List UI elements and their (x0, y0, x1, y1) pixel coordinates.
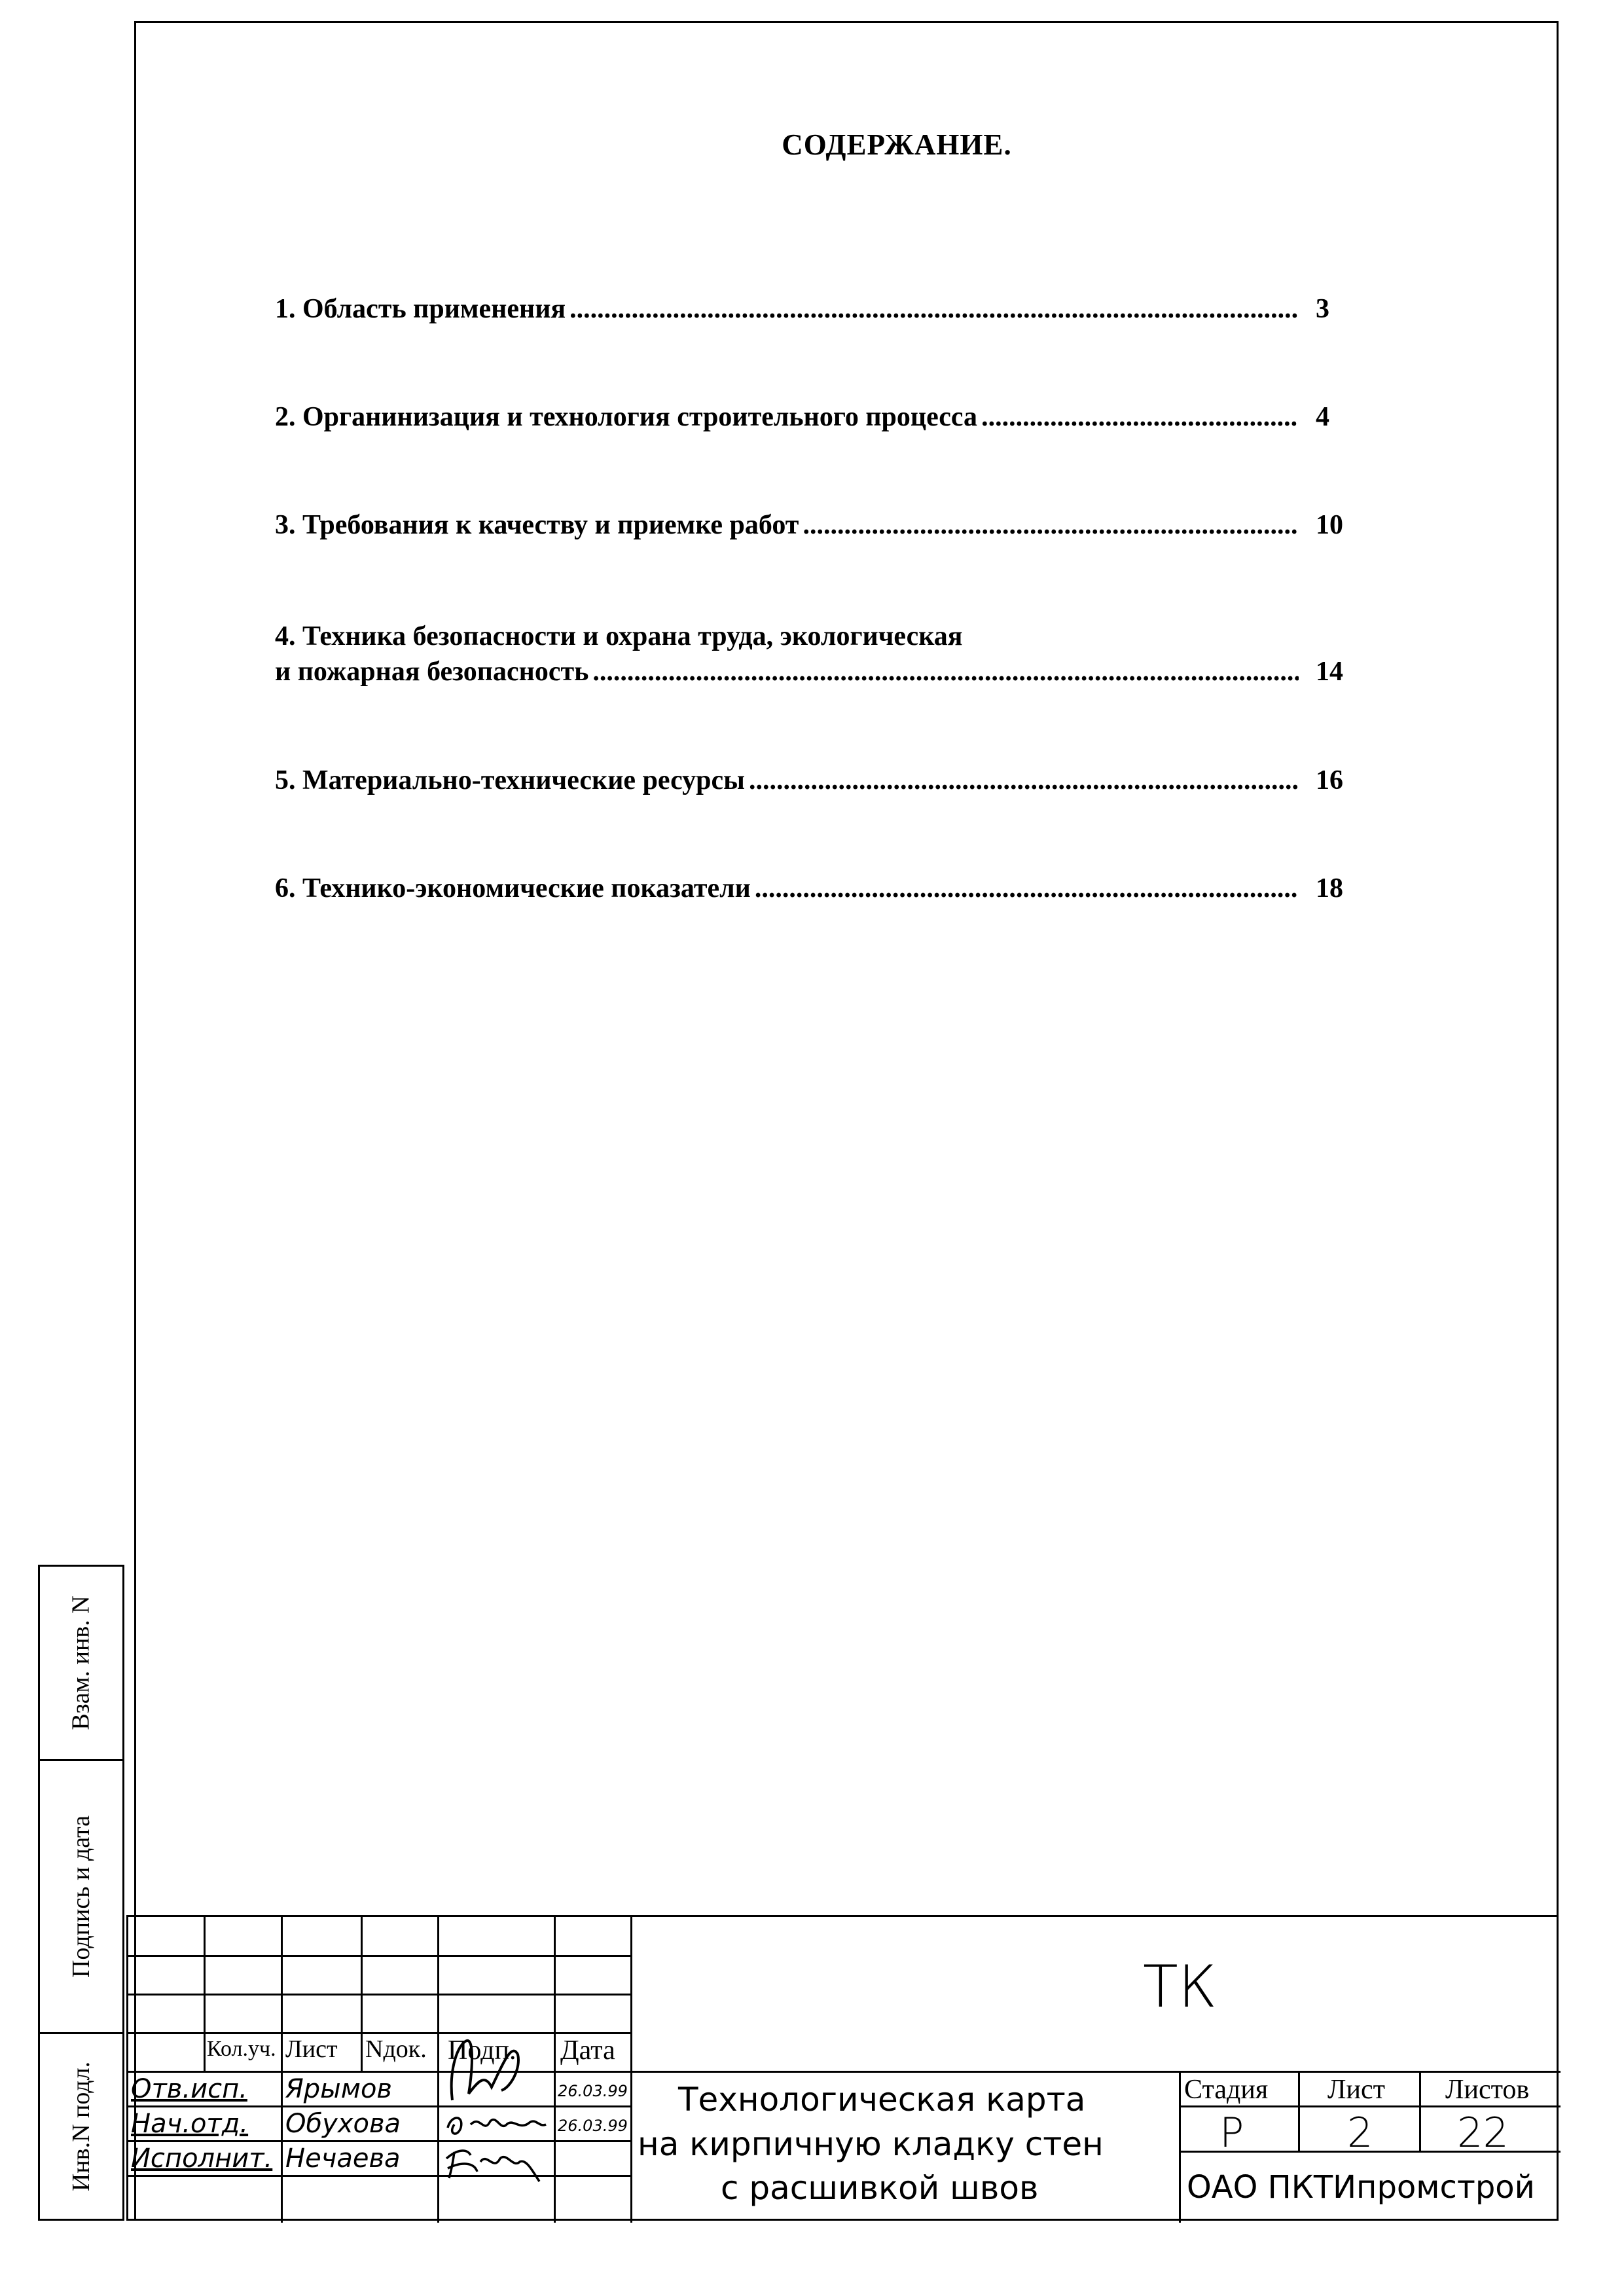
role-ispolnit: Исполнит. (131, 2143, 273, 2174)
page-frame (134, 21, 1559, 2221)
name-otv-isp: Ярымов (285, 2074, 392, 2104)
toc-item (275, 871, 1368, 906)
name-nach-otd: Обухова (285, 2109, 401, 2139)
signature-yarymov (439, 2015, 550, 2107)
header-kol-uch: Кол.уч. (207, 2037, 276, 2061)
toc-item-page: 18 (1316, 873, 1343, 903)
date-otv-isp: 26.03.99 (558, 2082, 628, 2100)
sheet-label: Лист (1327, 2075, 1385, 2105)
doc-title-line3: с расшивкой швов (721, 2169, 1039, 2207)
margin-inv-podl (38, 2032, 124, 2221)
margin-inv-podl-label: Инв.N подл. (67, 2061, 96, 2192)
document-code: ТК (1143, 1953, 1218, 2020)
toc-item-page: 3 (1316, 294, 1329, 324)
organization: ОАО ПКТИпромстрой (1187, 2169, 1535, 2206)
toc-item-label: 2. Органинизация и технология строительного процесса (275, 402, 978, 432)
toc-item-label-line1: 4. Техника безопасности и охрана труда, экологическая (275, 621, 963, 651)
toc-item-page: 4 (1316, 402, 1329, 432)
date-nach-otd: 26.03.99 (558, 2117, 628, 2135)
stage-value: Р (1219, 2109, 1244, 2157)
toc-item (275, 291, 1368, 327)
role-nach-otd: Нач.отд. (131, 2109, 249, 2139)
margin-podpis-data-label: Подпись и дата (67, 1815, 96, 1978)
toc-item (275, 507, 1368, 543)
toc-item-label: 6. Технико-экономические показатели (275, 873, 751, 903)
toc-item-page: 14 (1316, 657, 1343, 687)
title-block (126, 1915, 1559, 2221)
toc-item-label: 5. Материально-технические ресурсы (275, 765, 745, 795)
toc-item-page: 10 (1316, 510, 1343, 540)
toc-title: СОДЕРЖАНИЕ. (782, 128, 1012, 161)
margin-podpis-data (38, 1759, 124, 2034)
toc-item-label: 1. Область применения (275, 294, 566, 324)
toc-item-label: 3. Требования к качеству и приемке работ (275, 510, 799, 540)
toc-item-label: и пожарная безопасность (275, 657, 589, 687)
signature-obukhova (441, 2108, 552, 2141)
toc-item (275, 399, 1368, 435)
sheets-label: Листов (1445, 2075, 1530, 2105)
sheet-value: 2 (1347, 2109, 1373, 2157)
margin-vzam-inv (38, 1565, 124, 1761)
header-data: Дата (560, 2035, 615, 2066)
header-n-dok: Nдок. (365, 2035, 427, 2063)
header-list: Лист (285, 2035, 338, 2063)
doc-title-line2: на кирпичную кладку стен (638, 2125, 1104, 2163)
role-otv-isp: Отв.исп. (131, 2074, 247, 2104)
sheets-value: 22 (1457, 2109, 1509, 2157)
header-podp: Подп. (448, 2035, 516, 2066)
name-ispolnit: Нечаева (285, 2143, 401, 2174)
signature-nechaeva (441, 2142, 552, 2188)
toc-item (275, 619, 1368, 689)
doc-title-line1: Технологическая карта (678, 2081, 1086, 2119)
margin-vzam-inv-label: Взам. инв. N (67, 1595, 96, 1730)
stage-label: Стадия (1184, 2075, 1269, 2105)
toc-item (275, 763, 1368, 798)
toc-item-page: 16 (1316, 765, 1343, 795)
